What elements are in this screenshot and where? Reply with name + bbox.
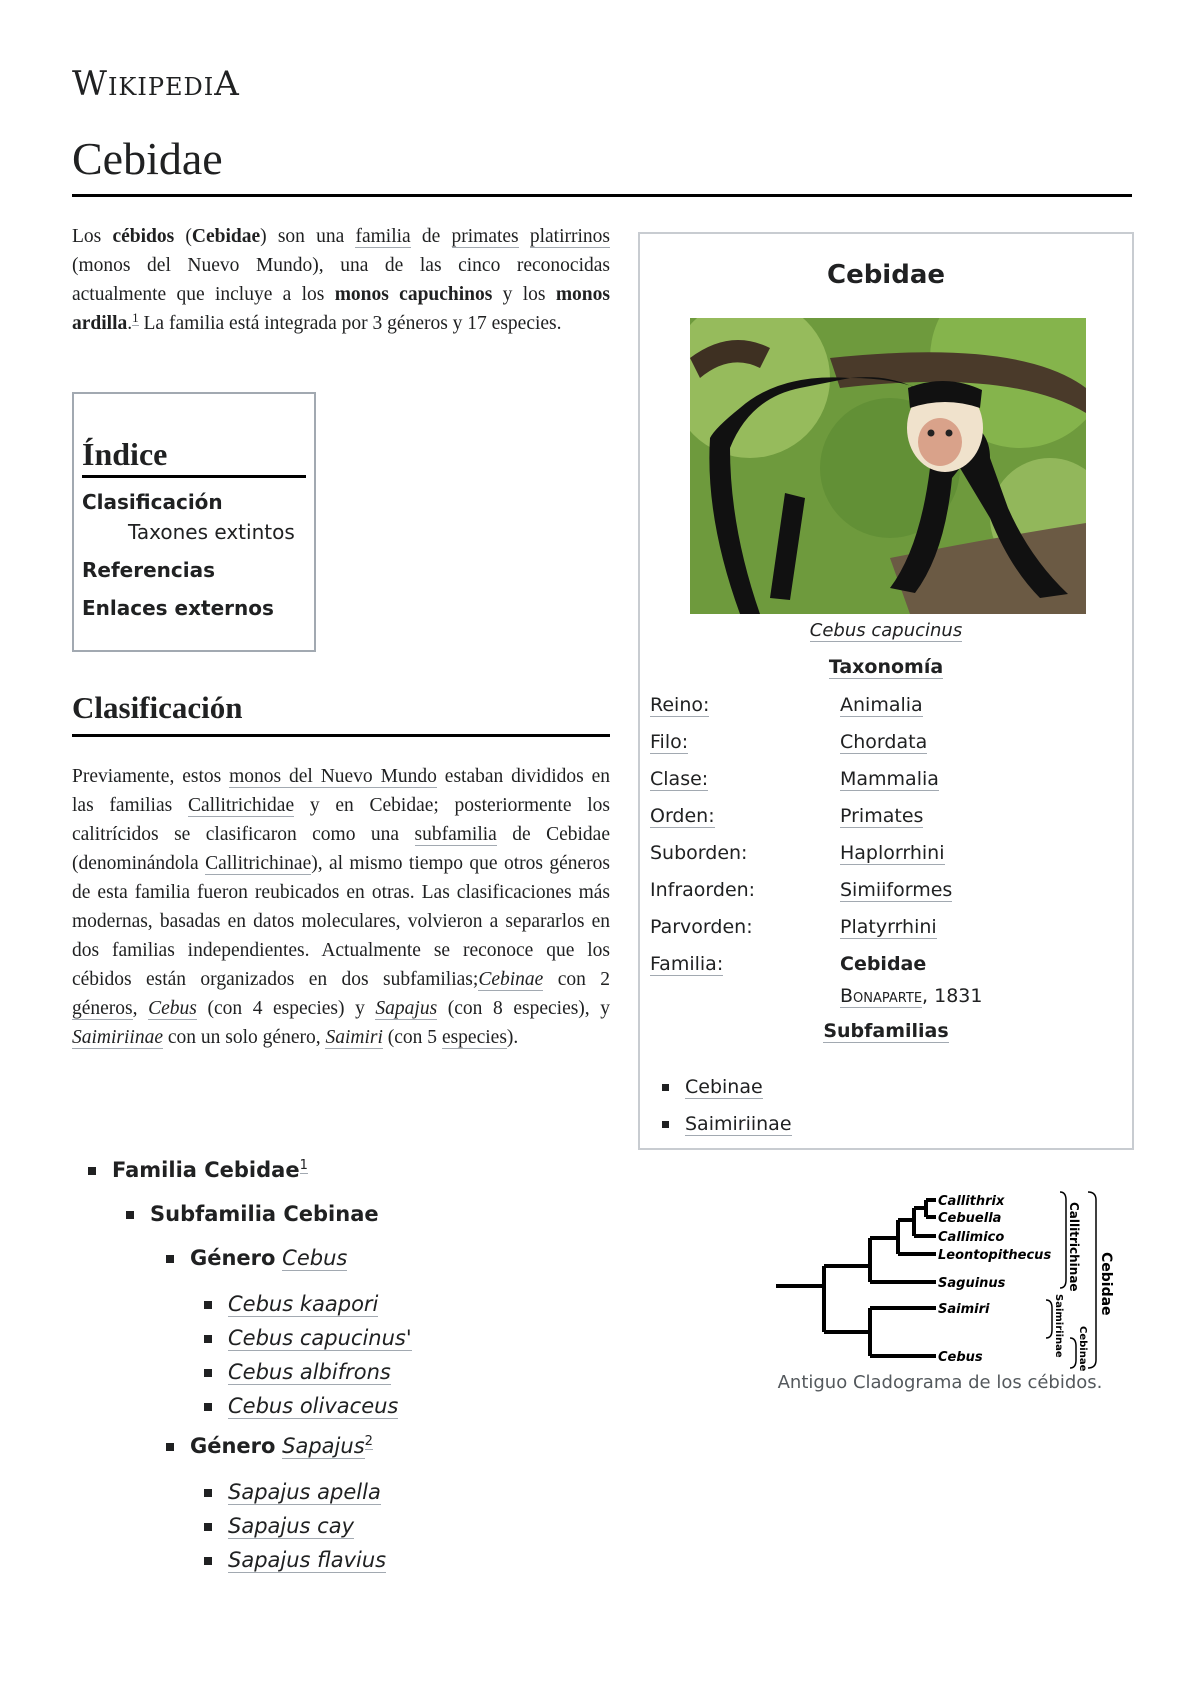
reference-link[interactable]: 2	[364, 1434, 373, 1449]
paragraph-text: de Cebidae (denominándola	[72, 824, 610, 874]
taxon-row-familia	[650, 953, 1120, 983]
link-bonaparte[interactable]: Bonaparte	[840, 985, 923, 1007]
paragraph-text: (con 8 especies), y	[437, 998, 611, 1019]
page-title: Cebidae	[72, 133, 223, 184]
intro-text: La familia está integrada por 3 géneros y 17 especies.	[138, 313, 562, 334]
value-cebidae: Cebidae	[840, 953, 927, 975]
authority-year: , 1831	[922, 985, 983, 1007]
link-cebinae[interactable]: Cebinae	[478, 969, 544, 990]
taxon-row-clase	[650, 768, 1120, 798]
rank-label-infraorden: Infraorden:	[650, 879, 756, 901]
table-of-contents	[72, 392, 316, 652]
bullet	[204, 1489, 212, 1497]
toc-title: Índice	[82, 436, 168, 472]
group-label: Cebinae	[1077, 1326, 1088, 1372]
value-link-mammalia[interactable]: Mammalia	[840, 768, 939, 790]
taxon-row-reino	[650, 694, 1120, 724]
intro-text	[519, 226, 530, 247]
rank-link-reino[interactable]: Reino:	[650, 694, 710, 716]
familia-label: Familia Cebidae	[112, 1158, 300, 1182]
link-saimiri[interactable]: Saimiri	[325, 1027, 383, 1048]
intro-text: Los	[72, 226, 113, 247]
link-cebus-albifrons[interactable]: Cebus albifrons	[228, 1360, 391, 1384]
link-subfamilia[interactable]: subfamilia	[414, 824, 497, 845]
rank-link-filo[interactable]: Filo:	[650, 731, 689, 753]
paragraph-text: ), al mismo tiempo que otros géneros de esta familia fueron reubicados en otras. Las clasificaciones más modernas, basadas en datos moleculares, volvieron a separarlos en dos familias independientes. Actualmente se reconoce que los cébidos están organizados en dos subfamilias;	[72, 853, 610, 990]
photo-image	[690, 318, 1086, 614]
list-item	[204, 1394, 398, 1418]
logo-last-letter: A	[214, 64, 240, 104]
rank-link-clase[interactable]: Clase:	[650, 768, 709, 790]
taxon-label: Callithrix	[938, 1194, 1005, 1209]
paragraph-text: ,	[132, 998, 149, 1019]
link-familia[interactable]: familia	[355, 226, 411, 247]
bullet	[662, 1084, 669, 1091]
reference-link[interactable]: 1	[132, 309, 139, 325]
genero-label: Género	[190, 1434, 276, 1458]
link-taxonomia[interactable]: Taxonomía	[828, 656, 944, 678]
value-link-platyrrhini[interactable]: Platyrrhini	[840, 916, 937, 938]
bullet	[204, 1301, 212, 1309]
taxon-row-parvorden	[650, 916, 1120, 946]
list-item	[662, 1113, 792, 1135]
taxon-label: Saimiri	[938, 1302, 990, 1317]
link-genero-cebus[interactable]: Cebus	[282, 1246, 348, 1270]
list-item-genero-cebus	[166, 1246, 347, 1270]
intro-text: .	[127, 313, 133, 334]
paragraph-text: (con 5	[382, 1027, 442, 1048]
intro-text: y los	[492, 284, 556, 305]
taxobox	[638, 232, 1134, 1150]
clasificacion-paragraph	[72, 762, 610, 1052]
list-item	[204, 1326, 412, 1350]
intro-paragraph	[72, 222, 610, 338]
link-cebinae[interactable]: Cebinae	[685, 1076, 763, 1098]
intro-text: (monos del Nuevo Mundo), una de las cinco reconocidas actualmente que incluye a los	[72, 255, 610, 305]
list-item-familia	[88, 1158, 308, 1182]
rank-label-suborden: Suborden:	[650, 842, 748, 864]
intro-text: (	[174, 226, 192, 247]
rank-label-parvorden: Parvorden:	[650, 916, 753, 938]
group-label: Saimiriinae	[1053, 1294, 1064, 1358]
paragraph-text: (con 4 especies) y	[196, 998, 376, 1019]
value-link-haplorrhini[interactable]: Haplorrhini	[840, 842, 945, 864]
link-cebus-olivaceus[interactable]: Cebus olivaceus	[228, 1394, 399, 1418]
bullet	[204, 1557, 212, 1565]
infobox-title: Cebidae	[826, 260, 946, 290]
intro-text: ) son una	[260, 226, 356, 247]
toc-divider	[82, 475, 306, 478]
link-sapajus-flavius[interactable]: Sapajus flavius	[228, 1548, 387, 1572]
intro-text: de	[410, 226, 452, 247]
section-heading-clasificacion: Clasificación	[72, 690, 243, 725]
subfamilies-label: Subfamilias	[823, 1020, 949, 1042]
list-item	[204, 1360, 391, 1384]
link-cebus-kaapori[interactable]: Cebus kaapori	[228, 1292, 379, 1316]
bullet	[166, 1255, 174, 1263]
taxon-label: Cebuella	[938, 1211, 1002, 1226]
intro-bold: monos capuchinos	[334, 284, 493, 305]
list-item-subfamilia	[126, 1202, 379, 1226]
rank-link-familia[interactable]: Familia:	[650, 953, 724, 975]
value-link-animalia[interactable]: Animalia	[840, 694, 923, 716]
list-item	[204, 1480, 381, 1504]
infobox-caption	[640, 620, 1132, 641]
taxon-label: Saguinus	[938, 1276, 1006, 1291]
section-divider	[72, 734, 610, 737]
link-cebus[interactable]: Cebus	[148, 998, 197, 1019]
link-saimiriinae[interactable]: Saimiriinae	[685, 1113, 792, 1135]
logo-first-letter: W	[72, 64, 108, 104]
list-item	[662, 1076, 763, 1098]
species-suffix: '	[405, 1326, 412, 1350]
taxon-row-infraorden	[650, 879, 1120, 909]
link-saimiriinae[interactable]: Saimiriinae	[72, 1027, 163, 1048]
link-genero-sapajus[interactable]: Sapajus	[282, 1434, 365, 1458]
link-cebus-capucinus[interactable]	[228, 1326, 412, 1351]
taxon-row-orden	[650, 805, 1120, 835]
link-generos[interactable]: géneros	[72, 998, 133, 1019]
link-sapajus-apella[interactable]: Sapajus apella	[228, 1480, 381, 1504]
list-item	[204, 1548, 386, 1572]
logo-middle: IKIPEDI	[107, 73, 215, 101]
link-monos-nuevo-mundo[interactable]: monos del Nuevo Mundo	[229, 766, 437, 787]
link-cebus-capucinus[interactable]: Cebus capucinus	[809, 620, 963, 641]
link-primates[interactable]: primates	[451, 226, 519, 247]
value-link-chordata[interactable]: Chordata	[840, 731, 928, 753]
bullet	[88, 1167, 96, 1175]
toc-item-taxones-extintos[interactable]: Taxones extintos	[128, 520, 295, 544]
link-platirrinos[interactable]: platirrinos	[529, 226, 611, 247]
reference-link[interactable]: 1	[299, 1158, 308, 1173]
taxon-row-suborden	[650, 842, 1120, 872]
intro-bold: cébidos	[112, 226, 175, 247]
subfamilies-header	[640, 1020, 1132, 1042]
paragraph-text: Previamente, estos	[72, 766, 230, 787]
subfamilia-label: Subfamilia Cebinae	[150, 1202, 379, 1226]
capuchin-monkey-photo[interactable]	[690, 318, 1086, 614]
genero-label: Género	[190, 1246, 276, 1270]
paragraph-text: estaban divididos en las familias	[72, 766, 611, 816]
toc-item-clasificacion[interactable]: Clasificación	[82, 490, 223, 514]
paragraph-text: con 2	[543, 969, 611, 990]
rank-link-orden[interactable]: Orden:	[650, 805, 715, 827]
cladogram-figure[interactable]	[770, 1182, 1130, 1372]
list-item-genero-sapajus	[166, 1434, 373, 1458]
list-item	[204, 1292, 378, 1316]
title-divider	[72, 194, 1132, 197]
paragraph-text: y en Cebidae; posteriormente los calitrícidos se clasificaron como una	[72, 795, 610, 845]
group-label: Callitrichinae	[1067, 1202, 1081, 1292]
taxon-label: Callimico	[938, 1230, 1005, 1245]
authority-row	[650, 985, 1120, 1015]
intro-bold: Cebidae	[191, 226, 261, 247]
cladogram-caption: Antiguo Cladograma de los cébidos.	[777, 1372, 1103, 1393]
value-link-primates[interactable]: Primates	[840, 805, 924, 827]
link-sapajus[interactable]: Sapajus	[375, 998, 438, 1019]
toc-item-referencias[interactable]: Referencias	[82, 558, 216, 582]
bullet	[166, 1443, 174, 1451]
bullet	[204, 1523, 212, 1531]
bullet	[126, 1211, 134, 1219]
paragraph-text: ).	[506, 1027, 519, 1048]
intro-bold: monos ardilla	[72, 284, 610, 334]
taxonomy-header	[640, 656, 1132, 678]
taxon-label: Cebus	[938, 1350, 983, 1365]
value-link-simiiformes[interactable]: Simiiformes	[840, 879, 953, 901]
link-especies[interactable]: especies	[441, 1027, 507, 1048]
species-name: Cebus capucinus	[228, 1326, 406, 1350]
link-callitrichinae[interactable]: Callitrichinae	[205, 853, 312, 874]
paragraph-text: con un solo género,	[163, 1027, 326, 1048]
bullet	[204, 1335, 212, 1343]
bullet	[204, 1403, 212, 1411]
wikipedia-logo[interactable]	[72, 64, 240, 104]
link-sapajus-cay[interactable]: Sapajus cay	[228, 1514, 354, 1538]
bullet	[662, 1121, 669, 1128]
list-item	[204, 1514, 354, 1538]
bullet	[204, 1369, 212, 1377]
group-label: Cebidae	[1098, 1252, 1114, 1316]
link-callitrichidae[interactable]: Callitrichidae	[187, 795, 295, 816]
toc-item-enlaces-externos[interactable]: Enlaces externos	[82, 596, 274, 620]
taxon-row-filo	[650, 731, 1120, 761]
taxon-label: Leontopithecus	[938, 1248, 1052, 1263]
